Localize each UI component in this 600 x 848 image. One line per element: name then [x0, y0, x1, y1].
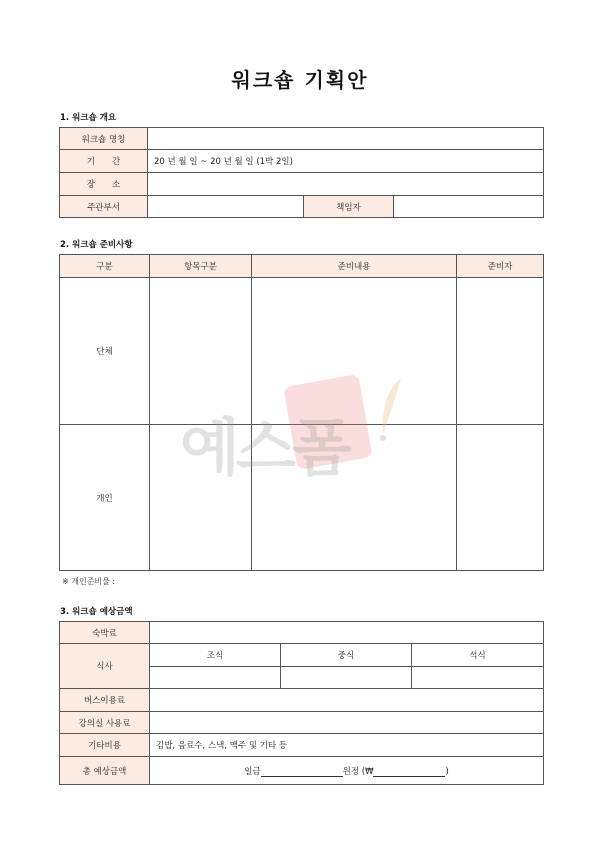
dept-field[interactable] — [148, 196, 304, 218]
lunch-field[interactable] — [281, 667, 412, 689]
lecture-room-label: 강의실 사용료 — [60, 712, 150, 734]
document-title: 워크숍 기획안 — [231, 68, 369, 92]
personal-content-field[interactable] — [252, 425, 457, 571]
other-cost-field[interactable]: 김밥, 음료수, 스낵, 맥주 및 기타 등 — [150, 734, 544, 757]
watermark-text: 예스폼 — [180, 411, 348, 484]
dinner-label: 석식 — [412, 644, 544, 667]
breakfast-field[interactable] — [150, 667, 281, 689]
personal-preparer-field[interactable] — [457, 425, 544, 571]
personal-items-note: ※ 개인준비물 : — [62, 577, 116, 586]
total-amount-field[interactable] — [150, 757, 544, 785]
lecture-room-field[interactable] — [150, 712, 544, 734]
total-suffix: ) — [445, 766, 449, 777]
workshop-name-label: 워크숍 명칭 — [60, 128, 148, 150]
section-2-label: 2. 워크숍 준비사항 — [60, 240, 133, 250]
header-preparer: 준비자 — [457, 255, 544, 278]
bus-field[interactable] — [150, 689, 544, 712]
meal-label: 식사 — [60, 644, 150, 689]
breakfast-label: 조식 — [150, 644, 281, 667]
period-field[interactable]: 20 년 월 일 ~ 20 년 월 일 (1박 2일) — [148, 150, 544, 173]
lodging-label: 숙박료 — [60, 622, 150, 644]
row-group-label: 단체 — [60, 278, 150, 425]
dinner-field[interactable] — [412, 667, 544, 689]
table-row — [60, 278, 544, 425]
row-personal-label: 개인 — [60, 425, 150, 571]
group-preparer-field[interactable] — [457, 278, 544, 425]
header-content: 준비내용 — [252, 255, 457, 278]
preparation-table — [59, 254, 544, 571]
table-row — [60, 425, 544, 571]
dept-label: 주관부서 — [60, 196, 148, 218]
bus-label: 버스이용료 — [60, 689, 150, 712]
period-label: 기 간 — [60, 150, 148, 173]
cost-table — [59, 621, 544, 785]
place-field[interactable] — [148, 173, 544, 196]
workshop-name-field[interactable] — [148, 128, 544, 150]
total-prefix: 일금 — [244, 766, 261, 777]
manager-label: 책임자 — [304, 196, 394, 218]
group-item-field[interactable] — [150, 278, 252, 425]
header-item: 항목구분 — [150, 255, 252, 278]
place-label: 장 소 — [60, 173, 148, 196]
total-label: 총 예상금액 — [60, 757, 150, 785]
overview-table — [59, 127, 544, 218]
amount-number-blank[interactable] — [373, 766, 445, 777]
section-3-label: 3. 워크숍 예상금액 — [60, 607, 133, 617]
amount-korean-blank[interactable] — [261, 766, 343, 777]
header-category: 구분 — [60, 255, 150, 278]
personal-item-field[interactable] — [150, 425, 252, 571]
lodging-field[interactable] — [150, 622, 544, 644]
other-cost-label: 기타비용 — [60, 734, 150, 757]
group-content-field[interactable] — [252, 278, 457, 425]
total-middle: 원정 (₩ — [342, 766, 374, 777]
section-1-label: 1. 워크숍 개요 — [60, 113, 117, 123]
lunch-label: 중식 — [281, 644, 412, 667]
manager-field[interactable] — [394, 196, 544, 218]
